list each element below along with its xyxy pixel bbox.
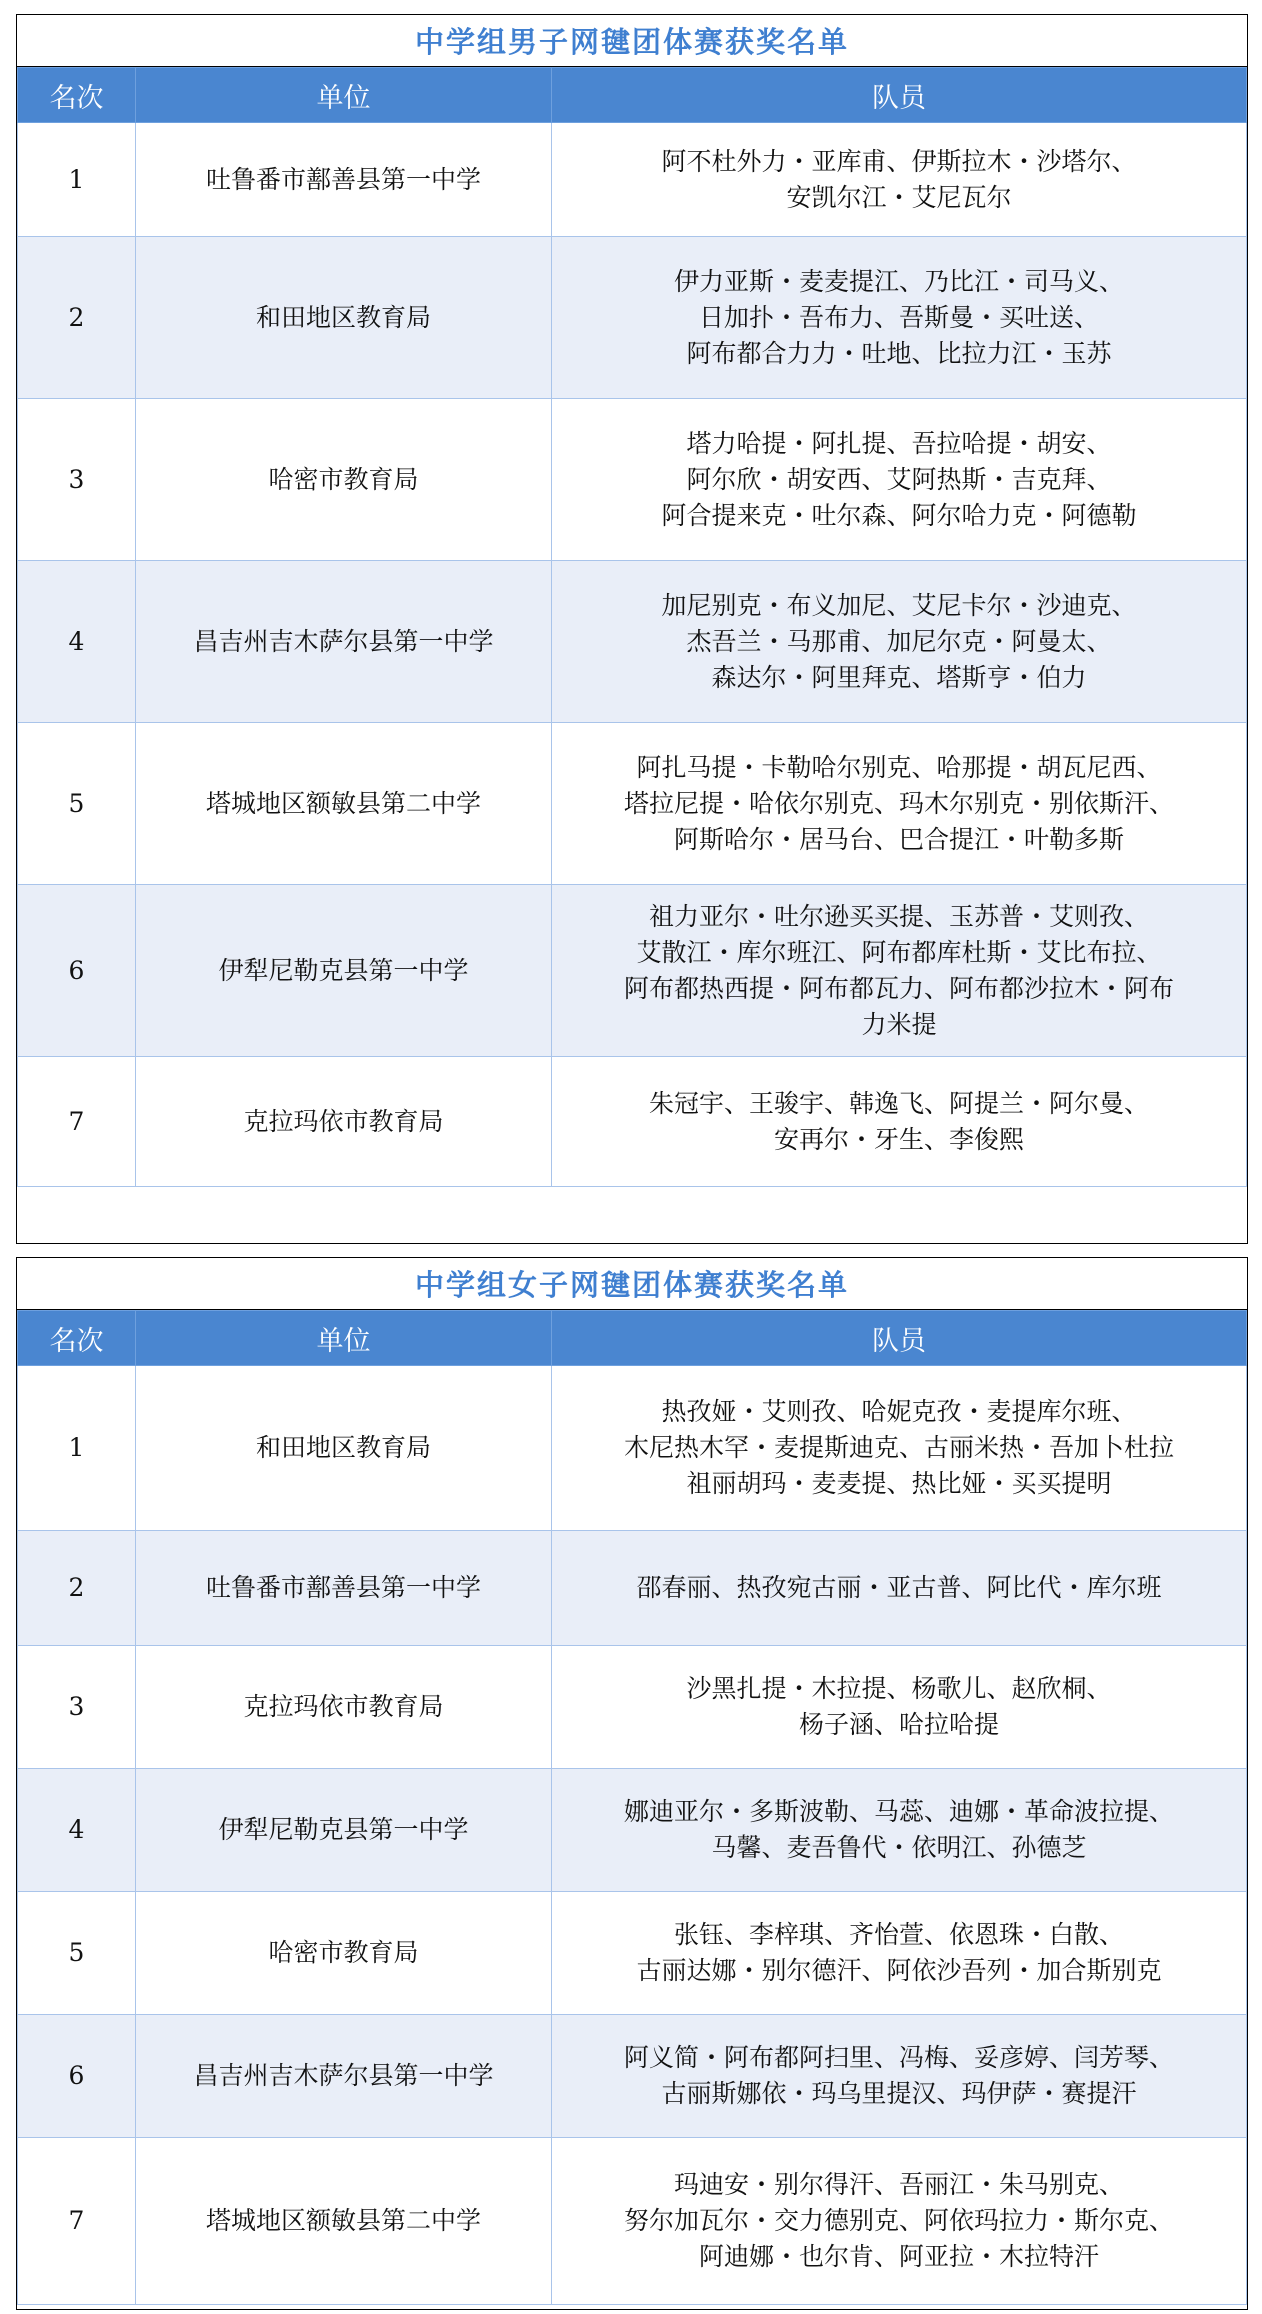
members-line: 阿合提来克・吐尔森、阿尔哈力克・阿德勒 [661, 500, 1137, 530]
rank-cell: 4 [18, 1769, 136, 1892]
boys-award-table [17, 67, 1247, 1187]
members-line: 杨子涵、哈拉哈提 [798, 1710, 999, 1739]
members-header: 队员 [552, 68, 1247, 123]
unit-cell: 昌吉州吉木萨尔县第一中学 [136, 561, 552, 723]
members-cell [552, 1366, 1247, 1531]
unit-cell: 和田地区教育局 [136, 237, 552, 399]
unit-header: 单位 [136, 68, 552, 123]
unit-cell: 塔城地区额敏县第二中学 [136, 723, 552, 885]
rank-header: 名次 [18, 68, 136, 123]
members-line: 阿迪娜・也尔肯、阿亚拉・木拉特汗 [698, 2242, 1099, 2271]
members-line: 马馨、麦吾鲁代・依明江、孙德芝 [711, 1833, 1087, 1862]
boys-award-sheet [16, 14, 1248, 1244]
members-line: 阿斯哈尔・居马台、巴合提江・叶勒多斯 [673, 824, 1124, 854]
table-row [18, 1531, 1247, 1646]
rank-cell: 1 [18, 123, 136, 237]
unit-header: 单位 [136, 1311, 552, 1366]
members-line: 安凯尔江・艾尼瓦尔 [786, 182, 1012, 212]
unit-cell: 哈密市教育局 [136, 399, 552, 561]
table-row [18, 885, 1247, 1057]
members-cell [552, 237, 1247, 399]
rank-header: 名次 [18, 1311, 136, 1366]
members-cell [552, 1531, 1247, 1646]
girls-award-table [17, 1310, 1247, 2305]
members-line: 阿尔欣・胡安西、艾阿热斯・吉克拜、 [686, 464, 1112, 494]
unit-cell: 昌吉州吉木萨尔县第一中学 [136, 2015, 552, 2138]
members-line: 阿布都合力力・吐地、比拉力江・玉苏 [686, 338, 1112, 368]
members-cell [552, 399, 1247, 561]
members-line: 邵春丽、热孜宛古丽・亚古普、阿比代・库尔班 [636, 1573, 1162, 1602]
rank-cell: 4 [18, 561, 136, 723]
unit-cell: 和田地区教育局 [136, 1366, 552, 1531]
rank-cell: 7 [18, 2138, 136, 2305]
members-cell [552, 2015, 1247, 2138]
members-line: 努尔加瓦尔・交力德别克、阿依玛拉力・斯尔克、 [623, 2206, 1174, 2235]
table-row [18, 561, 1247, 723]
rank-cell: 6 [18, 885, 136, 1057]
boys-table-title: 中学组男子网毽团体赛获奖名单 [17, 15, 1247, 67]
unit-cell: 克拉玛依市教育局 [136, 1646, 552, 1769]
rank-cell: 5 [18, 1892, 136, 2015]
table-row [18, 123, 1247, 237]
members-cell [552, 561, 1247, 723]
table-row [18, 1366, 1247, 1531]
members-line: 木尼热木罕・麦提斯迪克、古丽米热・吾加卜杜拉 [623, 1433, 1174, 1462]
members-line: 祖丽胡玛・麦麦提、热比娅・买买提明 [686, 1469, 1112, 1498]
unit-cell: 伊犁尼勒克县第一中学 [136, 885, 552, 1057]
unit-cell: 吐鲁番市鄯善县第一中学 [136, 123, 552, 237]
members-line: 日加扑・吾布力、吾斯曼・买吐送、 [698, 302, 1099, 332]
members-line: 阿扎马提・卡勒哈尔别克、哈那提・胡瓦尼西、 [636, 752, 1162, 782]
unit-cell: 塔城地区额敏县第二中学 [136, 2138, 552, 2305]
members-line: 塔力哈提・阿扎提、吾拉哈提・胡安、 [686, 428, 1112, 458]
members-cell [552, 123, 1247, 237]
members-line: 力米提 [861, 1009, 937, 1039]
table-row [18, 399, 1247, 561]
members-line: 朱冠宇、王骏宇、韩逸飞、阿提兰・阿尔曼、 [648, 1088, 1149, 1118]
table-row [18, 1892, 1247, 2015]
members-line: 塔拉尼提・哈依尔别克、玛木尔别克・别依斯汗、 [623, 788, 1174, 818]
boys-header-row [18, 68, 1247, 123]
unit-cell: 吐鲁番市鄯善县第一中学 [136, 1531, 552, 1646]
members-cell [552, 723, 1247, 885]
members-line: 加尼别克・布义加尼、艾尼卡尔・沙迪克、 [661, 590, 1137, 620]
members-line: 阿义简・阿布都阿扫里、冯梅、妥彦婷、闫芳琴、 [623, 2043, 1174, 2072]
members-line: 森达尔・阿里拜克、塔斯亨・伯力 [711, 662, 1087, 692]
members-cell [552, 1892, 1247, 2015]
members-line: 艾散江・库尔班江、阿布都库杜斯・艾比布拉、 [636, 937, 1162, 967]
members-line: 安再尔・牙生、李俊熙 [773, 1124, 1024, 1154]
rank-cell: 7 [18, 1057, 136, 1187]
rank-cell: 3 [18, 1646, 136, 1769]
unit-cell: 哈密市教育局 [136, 1892, 552, 2015]
rank-cell: 1 [18, 1366, 136, 1531]
members-line: 阿不杜外力・亚库甫、伊斯拉木・沙塔尔、 [661, 146, 1137, 176]
members-cell [552, 1057, 1247, 1187]
table-row [18, 237, 1247, 399]
table-row [18, 2015, 1247, 2138]
girls-header-row [18, 1311, 1247, 1366]
members-line: 娜迪亚尔・多斯波勒、马蕊、迪娜・革命波拉提、 [623, 1797, 1174, 1826]
table-row [18, 1057, 1247, 1187]
rank-cell: 2 [18, 237, 136, 399]
girls-award-sheet [16, 1257, 1248, 2310]
members-cell [552, 885, 1247, 1057]
members-line: 祖力亚尔・吐尔逊买买提、玉苏普・艾则孜、 [648, 901, 1149, 931]
members-line: 古丽达娜・别尔德汗、阿依沙吾列・加合斯别克 [636, 1956, 1162, 1985]
rank-cell: 6 [18, 2015, 136, 2138]
members-line: 古丽斯娜依・玛乌里提汉、玛伊萨・赛提汗 [661, 2079, 1137, 2108]
members-line: 张钰、李梓琪、齐怡萱、依恩珠・白散、 [673, 1920, 1124, 1949]
table-row [18, 1646, 1247, 1769]
table-row [18, 1769, 1247, 1892]
unit-cell: 克拉玛依市教育局 [136, 1057, 552, 1187]
unit-cell: 伊犁尼勒克县第一中学 [136, 1769, 552, 1892]
rank-cell: 2 [18, 1531, 136, 1646]
rank-cell: 5 [18, 723, 136, 885]
table-row [18, 723, 1247, 885]
members-cell [552, 1646, 1247, 1769]
members-header: 队员 [552, 1311, 1247, 1366]
members-line: 热孜娅・艾则孜、哈妮克孜・麦提库尔班、 [661, 1397, 1137, 1426]
members-line: 杰吾兰・马那甫、加尼尔克・阿曼太、 [686, 626, 1112, 656]
members-line: 沙黑扎提・木拉提、杨歌儿、赵欣桐、 [686, 1674, 1112, 1703]
table-row [18, 2138, 1247, 2305]
girls-table-title: 中学组女子网毽团体赛获奖名单 [17, 1258, 1247, 1310]
members-cell [552, 2138, 1247, 2305]
members-line: 玛迪安・别尔得汗、吾丽江・朱马别克、 [673, 2170, 1124, 2199]
rank-cell: 3 [18, 399, 136, 561]
members-cell [552, 1769, 1247, 1892]
members-line: 阿布都热西提・阿布都瓦力、阿布都沙拉木・阿布 [623, 973, 1174, 1003]
members-line: 伊力亚斯・麦麦提江、乃比江・司马义、 [673, 266, 1124, 296]
